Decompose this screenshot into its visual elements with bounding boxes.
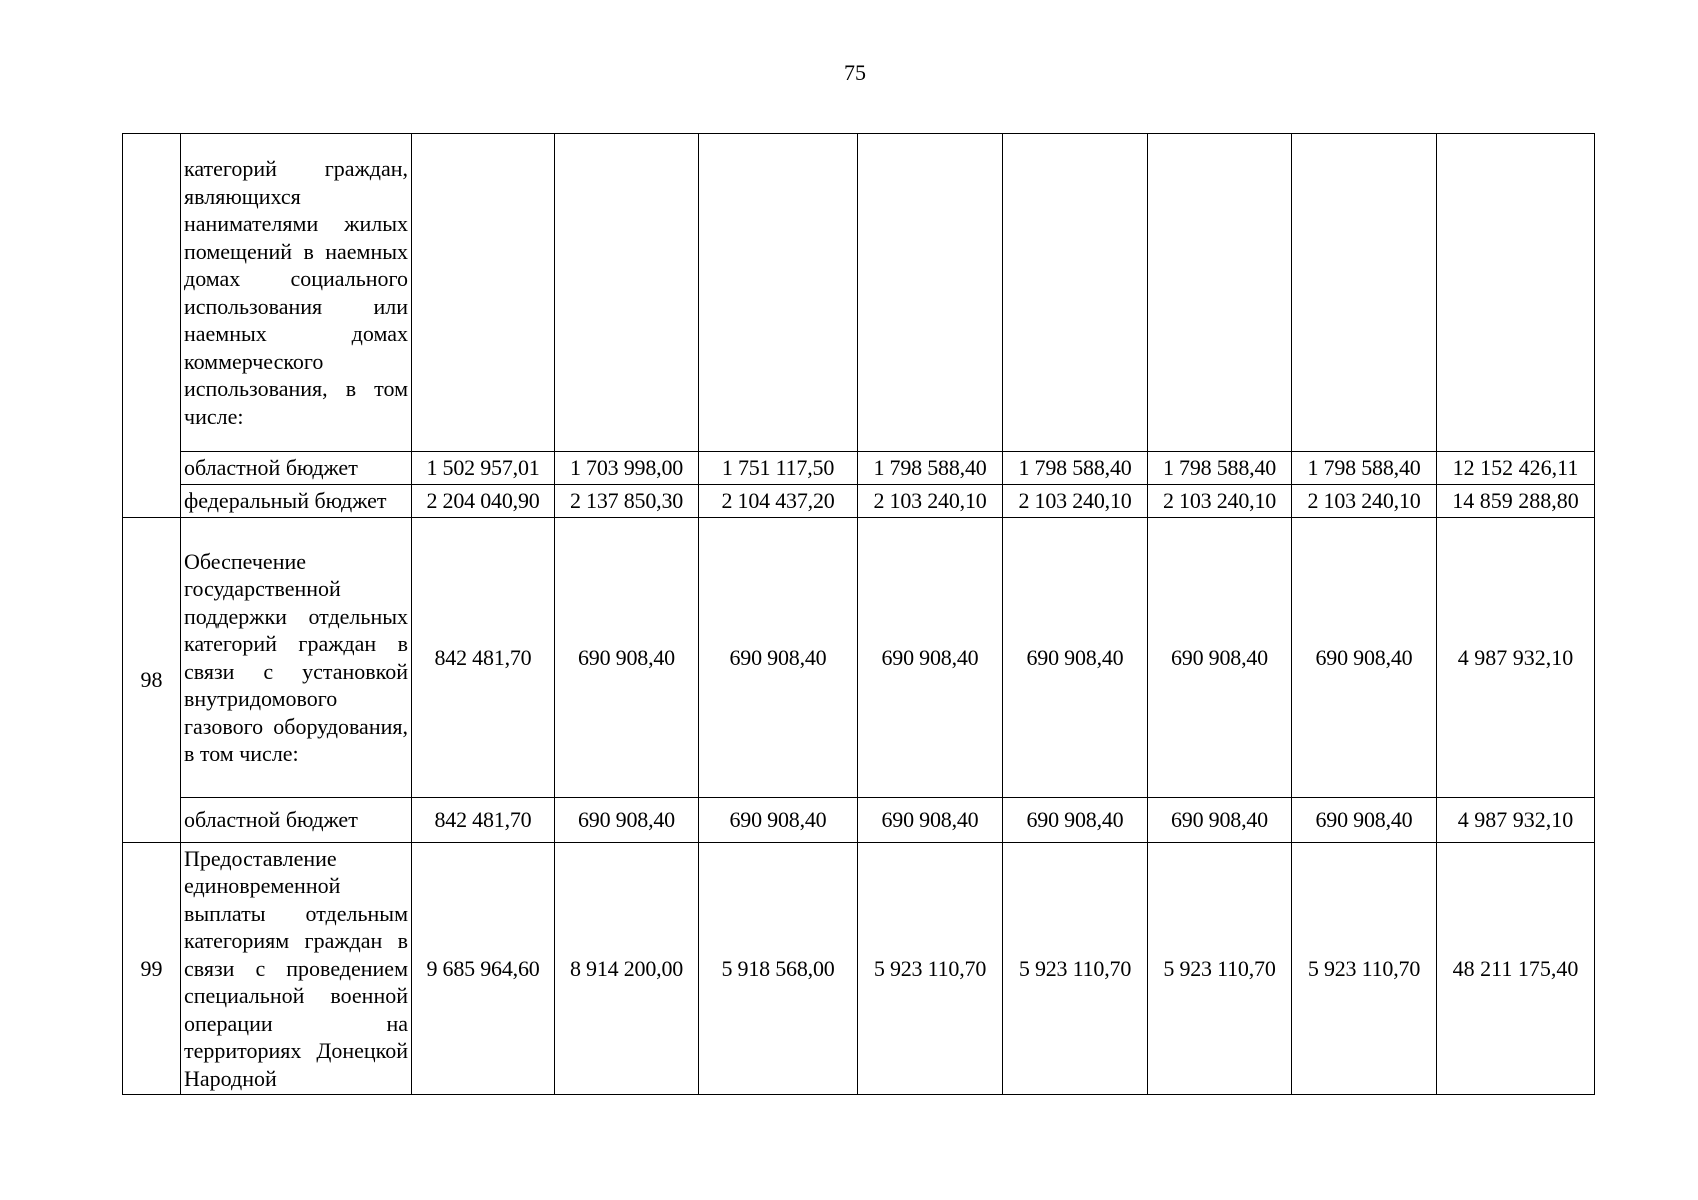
row-description: Обеспечение государственной поддержки отдельных категорий граждан в связи с установкой внутридомового газового оборудования, в том числе:	[181, 518, 412, 798]
value-cell: 690 908,40	[555, 798, 699, 843]
value-cell: 1 751 117,50	[699, 452, 858, 485]
value-cell: 1 798 588,40	[858, 452, 1003, 485]
value-cell: 690 908,40	[699, 798, 858, 843]
page-number: 75	[844, 60, 866, 85]
value-cell: 1 798 588,40	[1003, 452, 1148, 485]
value-cell: 2 103 240,10	[1148, 485, 1292, 518]
table-subrow	[123, 452, 1595, 485]
value-cell: 2 137 850,30	[555, 485, 699, 518]
value-cell: 690 908,40	[858, 518, 1003, 798]
value-cell: 5 923 110,70	[858, 843, 1003, 1095]
value-cell: 5 923 110,70	[1148, 843, 1292, 1095]
value-cell: 690 908,40	[1148, 798, 1292, 843]
row-number-cell: 98	[123, 518, 181, 843]
total-cell: 4 987 932,10	[1437, 518, 1595, 798]
value-cell: 5 918 568,00	[699, 843, 858, 1095]
value-cell: 690 908,40	[1292, 518, 1437, 798]
row-description: Предоставление единовременной выплаты отдельным категориям граждан в связи с проведением специальной военной операции на территориях Донецкой Народной	[181, 843, 412, 1095]
table-row	[123, 134, 1595, 452]
value-cell	[1003, 134, 1148, 452]
total-cell: 48 211 175,40	[1437, 843, 1595, 1095]
value-cell: 1 798 588,40	[1148, 452, 1292, 485]
value-cell: 690 908,40	[1148, 518, 1292, 798]
value-cell: 2 204 040,90	[412, 485, 555, 518]
value-cell	[1148, 134, 1292, 452]
value-cell: 1 703 998,00	[555, 452, 699, 485]
total-cell: 14 859 288,80	[1437, 485, 1595, 518]
value-cell: 690 908,40	[1003, 518, 1148, 798]
row-description: категорий граждан, являющихся нанимателями жилых помещений в наемных домах социального использования или наемных домах коммерческого использования, в том числе:	[181, 134, 412, 452]
table-row	[123, 843, 1595, 1095]
value-cell: 9 685 964,60	[412, 843, 555, 1095]
value-cell: 2 103 240,10	[858, 485, 1003, 518]
value-cell: 2 103 240,10	[1292, 485, 1437, 518]
value-cell: 1 798 588,40	[1292, 452, 1437, 485]
value-cell	[555, 134, 699, 452]
table-row	[123, 518, 1595, 798]
total-cell	[1437, 134, 1595, 452]
value-cell: 842 481,70	[412, 518, 555, 798]
value-cell: 690 908,40	[1292, 798, 1437, 843]
table-subrow	[123, 798, 1595, 843]
value-cell: 842 481,70	[412, 798, 555, 843]
total-cell: 4 987 932,10	[1437, 798, 1595, 843]
table-subrow	[123, 485, 1595, 518]
value-cell	[412, 134, 555, 452]
funding-source-label: областной бюджет	[181, 798, 412, 843]
value-cell: 690 908,40	[1003, 798, 1148, 843]
value-cell: 1 502 957,01	[412, 452, 555, 485]
budget-table	[122, 133, 1595, 1095]
value-cell: 2 103 240,10	[1003, 485, 1148, 518]
value-cell	[1292, 134, 1437, 452]
row-number-cell: 99	[123, 843, 181, 1095]
value-cell: 5 923 110,70	[1292, 843, 1437, 1095]
funding-source-label: областной бюджет	[181, 452, 412, 485]
value-cell: 8 914 200,00	[555, 843, 699, 1095]
value-cell: 690 908,40	[699, 518, 858, 798]
value-cell: 5 923 110,70	[1003, 843, 1148, 1095]
value-cell: 690 908,40	[555, 518, 699, 798]
row-number-cell	[123, 134, 181, 518]
value-cell	[699, 134, 858, 452]
value-cell: 690 908,40	[858, 798, 1003, 843]
funding-source-label: федеральный бюджет	[181, 485, 412, 518]
total-cell: 12 152 426,11	[1437, 452, 1595, 485]
value-cell	[858, 134, 1003, 452]
value-cell: 2 104 437,20	[699, 485, 858, 518]
